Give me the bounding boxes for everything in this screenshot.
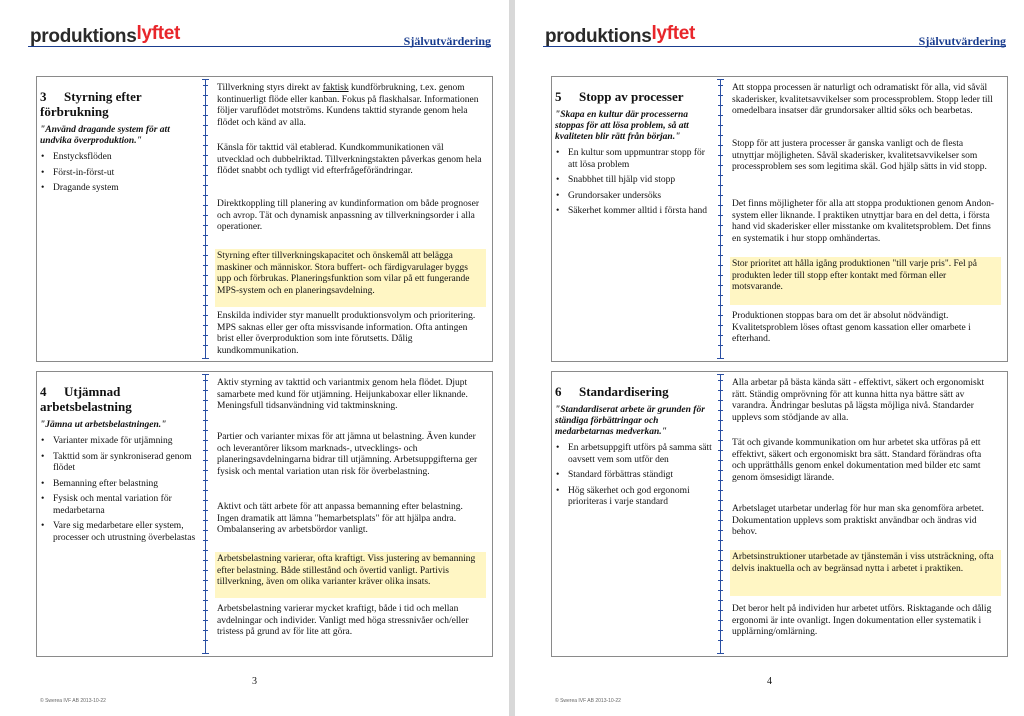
level-description: Alla arbetar på bästa kända sätt - effektivt, säkert och ergonomiskt rätt. Ständig omprövning för att kunna hitta nya bättre sätt av varandra. Ändringar beslutas på lägsta möjliga nivå. Standarder upplevs som stödjande av alla.	[732, 378, 985, 423]
header-title: Självutvärdering	[403, 34, 491, 48]
footer-copyright: © Swerea IVF AB 2013-10-22	[555, 698, 621, 704]
list-item: • Vare sig medarbetare eller system, processer och utrustning överbelastas	[40, 521, 198, 544]
section-box	[551, 371, 1008, 657]
maturity-levels	[215, 81, 486, 361]
level-description-highlighted: Styrning efter tillverkningskapacitet och önskemål att belägga maskiner och människor. Stora buffert- och färdigvarulager byggs upp och förbrukas. Planeringsfunktion som vilar på ett fungerande MPS-system och en planeringsavdelning.	[215, 249, 486, 307]
section-box	[36, 76, 493, 362]
level-description: Att stoppa processen är naturligt och odramatiskt för alla, vid såväl skaderisker, kvalitetsavvikelser som processproblem. Stopp leder till omedelbara insatser där grundorsaker alltid söks och bearbetas.	[732, 83, 993, 116]
section-criteria	[555, 384, 713, 513]
section-quote: "Jämna ut arbetsbelastningen."	[40, 420, 167, 430]
section-title: 6 Standardisering	[555, 384, 669, 399]
criteria-list	[40, 436, 198, 544]
header-rule	[28, 46, 491, 47]
level-description: Direktkoppling till planering av kundinformation om både prognoser och avrop. Tät och dynamisk anpassning av tillverkningsorder i alla operationer.	[217, 199, 479, 232]
section-title: 4 Utjämnad arbetsbelastning	[40, 384, 132, 414]
list-item: • Först-in-först-ut	[40, 168, 198, 180]
level-description: Enskilda individer styr manuellt produktionsvolym och prioritering. MPS saknas eller ger ofta missvisande information. Ofta antingen brist eller överproduktion som inte förutsetts. Dålig kundkommunikation.	[217, 311, 476, 356]
level-description: Tät och givande kommunikation om hur arbetet ska utföras på ett effektivt, säkert och ergonomiskt bra sätt. Standard förändras ofta och upprätthålls genom enkel dokumentation med bilder etc samt genom ömsesidigt lärande.	[732, 438, 982, 483]
list-item: • Dragande system	[40, 183, 198, 195]
list-item: • En arbetsuppgift utförs på samma sätt oavsett vem som utför den	[555, 443, 713, 466]
list-item: • Snabbhet till hjälp vid stopp	[555, 175, 713, 187]
logo: produktionslyftet	[545, 23, 696, 47]
criteria-list	[555, 148, 713, 218]
rating-scale[interactable]	[202, 374, 209, 654]
section-criteria	[40, 384, 198, 548]
level-description-highlighted: Stor prioritet att hålla igång produktionen "till varje pris". Fel på produkten leder till stopp efter kontakt med förman eller motsvarande.	[730, 257, 1001, 305]
level-description-highlighted: Arbetsinstruktioner utarbetade av tjänstemän i viss utsträckning, ofta delvis inaktuella och av begränsad nytta i arbetet i praktiken.	[730, 550, 1001, 596]
level-description: Det finns möjligheter för alla att stoppa produktionen genom Andon-system eller liknande. I praktiken utnyttjar bara en del detta, i första hand vid skaderisker eller misstanke om kvalitetsproblem. Det finns en systematik i hur stopp omhändertas.	[732, 199, 994, 244]
list-item: • Säkerhet kommer alltid i första hand	[555, 206, 713, 218]
rating-scale[interactable]	[717, 79, 724, 359]
level-description: Arbetsbelastning varierar mycket kraftigt, både i tid och mellan avdelningar och individer. Vanligt med höga stressnivåer och/eller tristess på grund av för lite att göra.	[217, 604, 469, 637]
section-box	[551, 76, 1008, 362]
section-title: 5 Stopp av processer	[555, 89, 684, 104]
level-description: Aktiv styrning av takttid och variantmix genom hela flödet. Djupt samarbete med kund för utjämning. Heijunkaboxar eller liknande. Meningsfull tidsanvändning vid taktminskning.	[217, 378, 468, 411]
level-description-highlighted: Arbetsbelastning varierar, ofta kraftigt. Viss justering av bemanning efter belastning. Både stillestånd och övertid vanligt. Partivis tillverkning, även om olika varianter kräver olika insats.	[215, 552, 486, 598]
page-number: 3	[252, 676, 257, 687]
list-item: • Grundorsaker undersöks	[555, 191, 713, 203]
list-item: • Standard förbättras ständigt	[555, 470, 713, 482]
section-quote: "Skapa en kultur där processerna stoppas för att lösa problem, så att kvaliteten blir rätt från början."	[555, 110, 689, 142]
rating-scale[interactable]	[202, 79, 209, 359]
level-description: Aktivt och tätt arbete för att anpassa bemanning efter belastning. Ingen dramatik att lämna "hemarbetsplats" för att hjälpa andra. Ombalansering av arbetsbördor vanligt.	[217, 502, 463, 535]
criteria-list	[555, 443, 713, 509]
list-item: • Hög säkerhet och god ergonomi prioriteras i varje standard	[555, 486, 713, 509]
level-description: Stopp för att justera processer är ganska vanligt och de flesta utnyttjar möjligheten. Såväl skaderisker, kvalitetsavvikelser som processproblem ses som legitima skäl. God hjälp sätts in vid stopp.	[732, 139, 987, 172]
level-description: Arbetslaget utarbetar underlag för hur man ska genomföra arbetet. Dokumentation upplevs som praktiskt användbar och ändras vid behov.	[732, 504, 984, 537]
section-title: 3 Styrning efter förbrukning	[40, 89, 142, 119]
logo: produktionslyftet	[30, 23, 181, 47]
page-left	[0, 0, 509, 716]
level-description: Känsla för takttid väl etablerad. Kundkommunikationen väl utvecklad och dubbelriktad. Tillverkningstakten påverkas genom hela flödet snabbt och tydligt vid efterfrågeförändringar.	[217, 143, 482, 176]
page-number: 4	[767, 676, 772, 687]
section-criteria	[555, 89, 713, 222]
header-title: Självutvärdering	[918, 34, 1006, 48]
level-description: Det beror helt på individen hur arbetet utförs. Risktagande och dålig ergonomi är inte ovanligt. Ingen dokumentation eller systematik i upplärning/omlärning.	[732, 604, 992, 637]
list-item: • En kultur som uppmuntrar stopp för att lösa problem	[555, 148, 713, 171]
list-item: • Takttid som är synkroniserad genom flödet	[40, 452, 198, 475]
list-item: • Bemanning efter belastning	[40, 479, 198, 491]
section-criteria	[40, 89, 198, 199]
criteria-list	[40, 152, 198, 195]
maturity-levels	[730, 81, 1001, 353]
rating-scale[interactable]	[717, 374, 724, 654]
footer-copyright: © Swerea IVF AB 2013-10-22	[40, 698, 106, 704]
page-right	[515, 0, 1024, 716]
section-quote: "Använd dragande system för att undvika överproduktion."	[40, 125, 170, 146]
level-description: Partier och varianter mixas för att jämna ut belastning. Även kunder och leverantörer liksom marknads-, utvecklings- och planeringsavdelningarna bidrar till utjämning. Arbetsuppgifterna ger fysisk och mental variation utan risk för överbelastning.	[217, 432, 478, 477]
section-box	[36, 371, 493, 657]
header-rule	[543, 46, 1006, 47]
maturity-levels	[215, 376, 486, 648]
list-item: • Enstycksflöden	[40, 152, 198, 164]
section-quote: "Standardiserat arbete är grunden för ständiga förbättringar och medarbetarnas medverkan."	[555, 405, 705, 437]
maturity-levels	[730, 376, 1001, 648]
list-item: • Fysisk och mental variation för medarbetarna	[40, 494, 198, 517]
level-description: Tillverkning styrs direkt av faktisk kundförbrukning, t.ex. genom kontinuerligt flöde eller kanban. Fokus på flaskhalsar. Informationen följer varuflödet motströms. Kundens takttid styrande genom hela flödet och känd av alla.	[217, 83, 479, 128]
list-item: • Varianter mixade för utjämning	[40, 436, 198, 448]
level-description: Produktionen stoppas bara om det är absolut nödvändigt. Kvalitetsproblem löses oftast genom kassation eller omarbete i efterhand.	[732, 311, 971, 344]
